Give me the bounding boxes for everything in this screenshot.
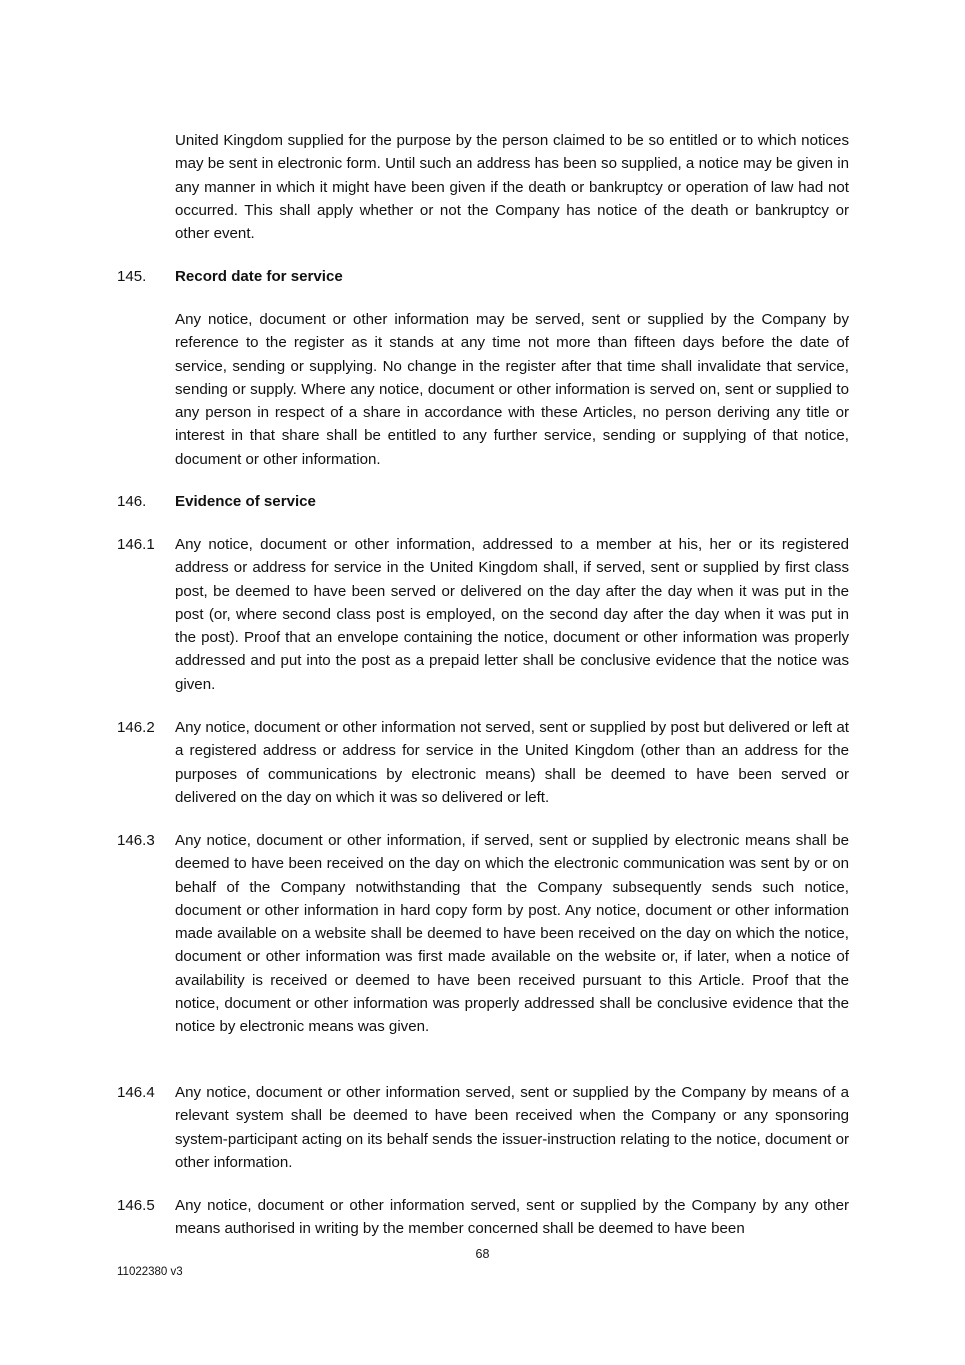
clause-number: 146.1	[117, 536, 155, 553]
section-heading-record-date: Record date for service	[175, 268, 343, 285]
clause-number: 146.4	[117, 1084, 155, 1101]
clause-number: 146.3	[117, 832, 155, 849]
clause-text: Any notice, document or other information, if served, sent or supplied by electronic means shall be deemed to have been received on the day on which the electronic communication was sent by or on behalf of the Company notwithstanding that the Company subsequently sends such notice, document or other information in hard copy form by post. Any notice, document or other information made available on a website shall be deemed to have been received on the day on which the notice, document or other information was first made available on the website or, if later, when a notice of availability is received or deemed to have been received pursuant to this Article. Proof that the notice, document or other information was properly addressed shall be conclusive evidence that the notice by electronic means was given.	[175, 832, 849, 1036]
clause-number: 146.5	[117, 1197, 155, 1214]
section-heading-evidence-of-service: Evidence of service	[175, 493, 316, 510]
clause-text: Any notice, document or other information served, sent or supplied by the Company by any other means authorised in writing by the member concerned shall be deemed to have been	[175, 1197, 849, 1238]
clause-text: Any notice, document or other information served, sent or supplied by the Company by means of a relevant system shall be deemed to have been received when the Company or any sponsoring system-participant acting on its behalf sends the issuer-instruction relating to the notice, document or other information.	[175, 1084, 849, 1171]
section-number-145: 145.	[117, 268, 147, 285]
clause-text: Any notice, document or other information not served, sent or supplied by post but delivered or left at a registered address or address for service in the United Kingdom (other than an address for the purposes of communications by electronic means) shall be deemed to have been served or delivered on the day on which it was so delivered or left.	[175, 719, 849, 806]
section-number-146: 146.	[117, 493, 147, 510]
clause-text: Any notice, document or other information, addressed to a member at his, her or its registered address or address for service in the United Kingdom shall, if served, sent or supplied by first class post, be deemed to have been served or delivered on the day after the day when it was put in the post (or, where second class post is employed, on the second day after the day when it was put in the post). Proof that an envelope containing the notice, document or other information was properly addressed and put into the post as a prepaid letter shall be conclusive evidence that the notice was given.	[175, 536, 849, 693]
clause-number: 146.2	[117, 719, 155, 736]
intro-paragraph: United Kingdom supplied for the purpose by the person claimed to be so entitled or to which notices may be sent in electronic form. Until such an address has been so supplied, a notice may be given in any manner in which it might have been given if the death or bankruptcy or operation of law had not occurred. This shall apply whether or not the Company has notice of the death or bankruptcy or other event.	[175, 132, 849, 243]
section-145-body: Any notice, document or other information may be served, sent or supplied by the Company by reference to the register as it stands at any time not more than fifteen days before the date of service, sending or supplying. No change in the register after that time shall invalidate that service, sending or supply. Where any notice, document or other information is served on, sent or supplied to any person in respect of a share in accordance with these Articles, no person deriving any title or interest in that share shall be entitled to any further service, sending or supplying of that notice, document or other information.	[175, 311, 849, 468]
page-number: 68	[475, 1247, 490, 1261]
document-reference: 11022380 v3	[117, 1266, 183, 1278]
